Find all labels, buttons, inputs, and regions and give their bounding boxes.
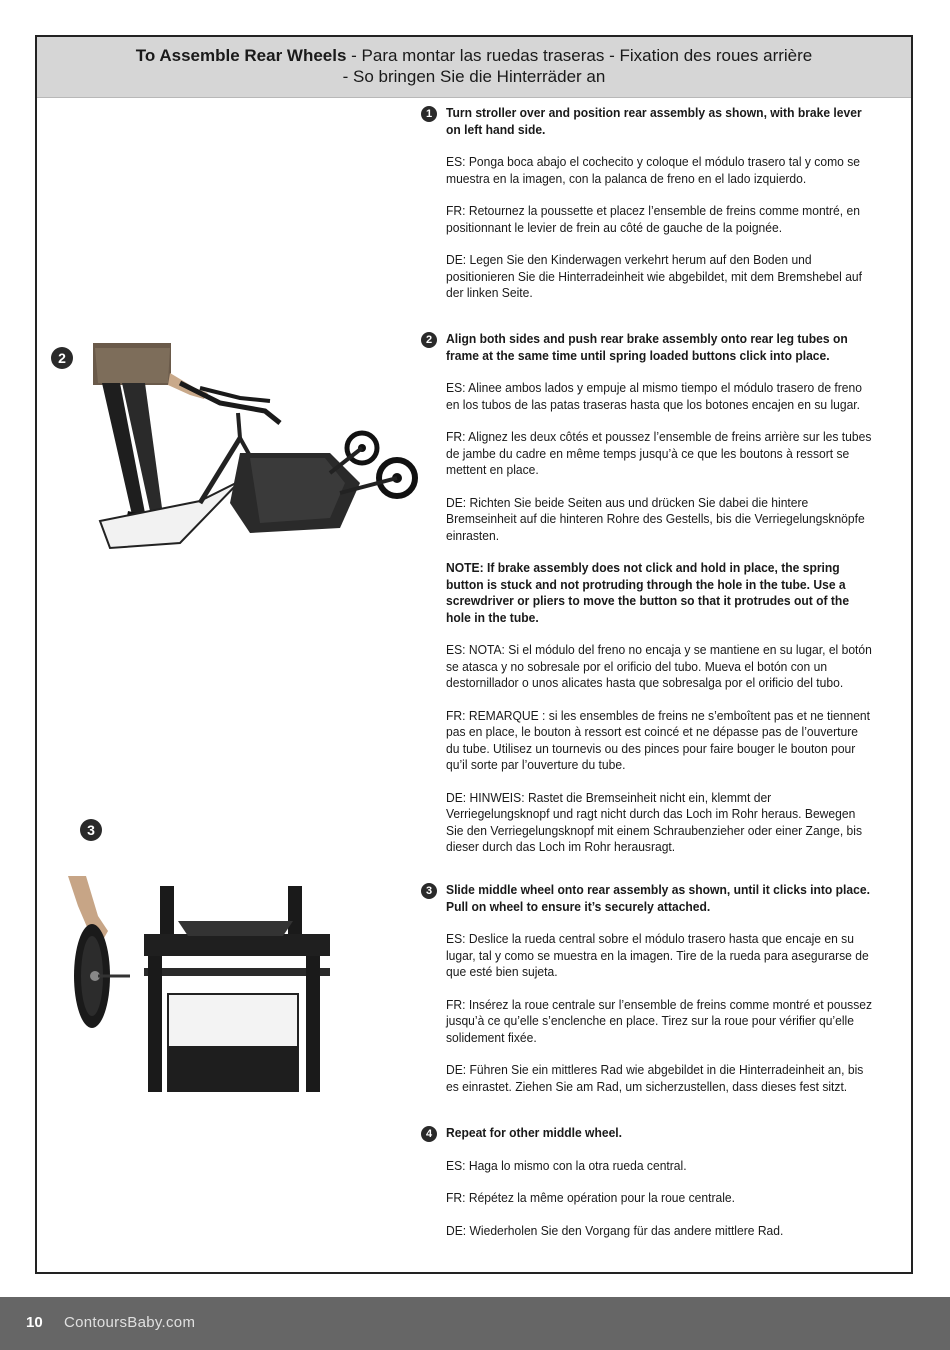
section-header — [37, 37, 911, 98]
step-2-de: DE: Richten Sie beide Seiten aus und drücken Sie dabei die hintere Bremseinheit auf die hinteren Rohre des Gestells, bis die Verriegelungsknöpfe einrasten. — [446, 494, 865, 543]
step-1-en: Turn stroller over and position rear assembly as shown, with brake lever on left hand side. — [446, 105, 862, 137]
figure-2-illustration — [90, 343, 420, 563]
header-title-bold: To Assemble Rear Wheels — [135, 46, 347, 65]
step-4-badge: 4 — [421, 1126, 437, 1142]
step-3 — [446, 882, 874, 1111]
step-2-note-fr: FR: REMARQUE : si les ensembles de freins ne s’emboîtent pas et ne tiennent pas en place, le bouton à ressort est coincé et ne dépasse pas de l’ouverture du tube. Utilisez un tournevis ou des pinces pour faire bouger le bouton pour qu’il sorte par l’ouverture du tube. — [446, 707, 871, 772]
step-2-badge: 2 — [421, 332, 437, 348]
step-4-es: ES: Haga lo mismo con la otra rueda central. — [446, 1157, 687, 1173]
step-3-fr: FR: Insérez la roue centrale sur l’ensemble de freins comme montré et poussez jusqu’à ce qu’elle s’enclenche en place. Tirez sur la roue pour vérifier qu’elle solidement fixée. — [446, 996, 873, 1045]
page-number: 10 — [26, 1314, 43, 1331]
step-2-fr: FR: Alignez les deux côtés et poussez l’ensemble de freins arrière sur les tubes de jambe du cadre en même temps jusqu’à ce que les boutons à ressort se mettent en place. — [446, 429, 872, 477]
step-4-de: DE: Wiederholen Sie den Vorgang für das andere mittlere Rad. — [446, 1222, 784, 1238]
step-1-es: ES: Ponga boca abajo el cochecito y coloque el módulo trasero tal y como se muestra en la imagen, con la palanca de freno en el lado izquierdo. — [446, 154, 860, 186]
header-title-line2: - So bringen Sie die Hinterräder an — [342, 67, 606, 86]
step-4 — [446, 1125, 874, 1255]
step-2-note-es: ES: NOTA: Si el módulo del freno no encaja y se mantiene en su lugar, el botón se atasca y no sobresale por el orificio del tubo. Mueva el botón con un destornillador o unos alicates hasta que sobresalga por el orificio del tubo. — [446, 642, 872, 690]
step-2-note-de: DE: HINWEIS: Rastet die Bremseinheit nicht ein, klemmt der Verriegelungsknopf und ragt nicht durch das Loch im Rohr heraus. Bewegen Sie den Verriegelungsknopf mit einem Schraubenzieher oder einer Zange, bis dieser durch das Loch im Rohr herausragt. — [446, 789, 863, 854]
step-3-de: DE: Führen Sie ein mittleres Rad wie abgebildet in die Hinterradeinheit an, bis es einrastet. Ziehen Sie am Rad, um sicherzustellen, dass dieses fest sitzt. — [446, 1062, 864, 1094]
step-3-badge: 3 — [421, 883, 437, 899]
step-2 — [446, 331, 874, 872]
step-1-fr: FR: Retournez la poussette et placez l’ensemble de freins comme montré, en positionnant le levier de frein au côté de gauche de la poignée. — [446, 203, 860, 235]
rear-axle-bar — [144, 934, 330, 956]
step-2-en: Align both sides and push rear brake assembly onto rear leg tubes on frame at the same time until spring loaded buttons click into place. — [446, 331, 848, 363]
footer-site-link[interactable]: ContoursBaby.com — [64, 1314, 196, 1331]
step-1 — [446, 105, 874, 318]
step-3-es: ES: Deslice la rueda central sobre el módulo trasero hasta que encaje en su lugar, tal y como se muestra en la imagen. Tire de la rueda para asegurarse de que esté bien sujeta. — [446, 931, 869, 979]
step-4-fr: FR: Répétez la même opération pour la roue centrale. — [446, 1190, 735, 1205]
step-2-es: ES: Alinee ambos lados y empuje al mismo tiempo el módulo trasero de freno en los tubos de las patas traseras hasta que los botones encajen en su lugar. — [446, 380, 862, 412]
figure-3-illustration — [68, 876, 330, 1092]
step-4-en: Repeat for other middle wheel. — [446, 1125, 623, 1140]
header-title-rest: - Para montar las ruedas traseras - Fixation des roues arrière — [346, 46, 813, 65]
figure-2-badge: 2 — [51, 347, 73, 369]
step-1-badge: 1 — [421, 106, 437, 122]
page-footer — [0, 1297, 950, 1350]
figure-3-badge: 3 — [80, 819, 102, 841]
step-2-note-en: NOTE: If brake assembly does not click and hold in place, the spring button is stuck and not protruding through the hole in the tube. Use a screwdriver or pliers to move the button so that it protrudes out of the hole in the tube. — [446, 560, 850, 625]
step-1-de: DE: Legen Sie den Kinderwagen verkehrt herum auf den Boden und positionieren Sie die Hinterradeinheit wie abgebildet, mit dem Bremshebel auf der linken Seite. — [446, 252, 863, 300]
step-3-en: Slide middle wheel onto rear assembly as shown, until it clicks into place. Pull on wheel to ensure it’s securely attached. — [446, 882, 870, 914]
